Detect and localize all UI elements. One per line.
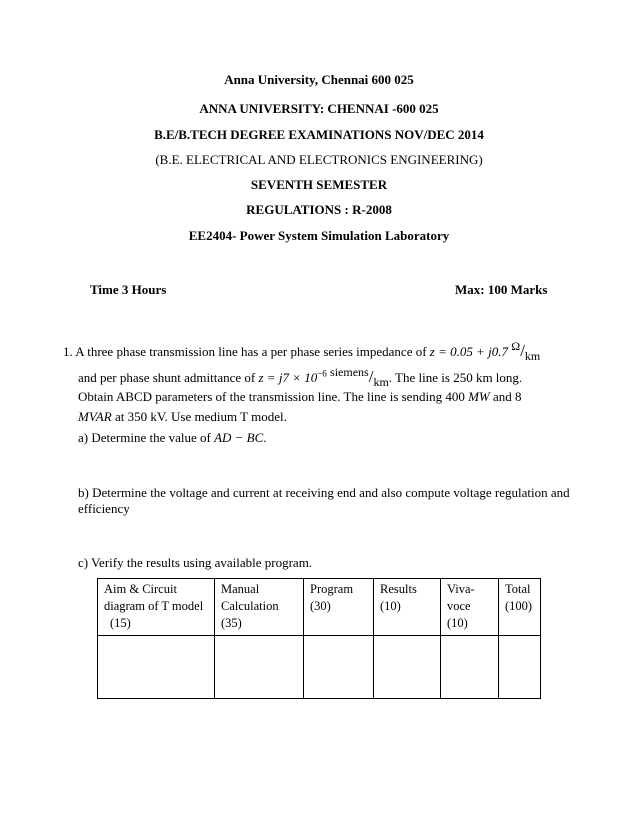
header-line: Aim & Circuit — [104, 582, 177, 596]
header-marks: (15) — [110, 616, 131, 630]
header-marks: (10) — [447, 616, 468, 630]
course-title: EE2404- Power System Simulation Laboratory — [188, 228, 450, 243]
marks-cell[interactable] — [304, 636, 374, 699]
exam-title: B.E/B.TECH DEGREE EXAMINATIONS NOV/DEC 2014 — [154, 127, 484, 142]
unit-denominator: km — [373, 375, 389, 389]
question-line-2 — [78, 367, 522, 387]
question-number: 1. — [63, 344, 73, 359]
part-a-text: a) Determine the value of — [78, 430, 215, 445]
unit-denominator: km — [524, 349, 541, 363]
marks-cell[interactable] — [374, 636, 441, 699]
question-text-1: A three phase transmission line has a per phase series impedance of — [75, 344, 430, 359]
question-line-4 — [78, 409, 287, 425]
header-line: diagram of T model — [104, 599, 204, 613]
marks-table — [97, 578, 541, 699]
marks-cell[interactable] — [98, 636, 215, 699]
header-program — [304, 579, 374, 636]
part-a — [78, 430, 267, 446]
power-unit: MW — [468, 389, 490, 404]
header-line: Viva- — [447, 582, 475, 596]
header-marks: (35) — [221, 616, 242, 630]
admittance-unit: siemens/km — [330, 365, 389, 389]
question-line-1 — [63, 341, 540, 361]
header-total — [499, 579, 541, 636]
header-marks: (10) — [380, 599, 401, 613]
university-title: Anna University, Chennai 600 025 — [224, 72, 414, 87]
admittance-expression: z = j7 × 10 — [258, 370, 318, 385]
header-aim-circuit — [98, 579, 215, 636]
unit-numerator: siemens — [330, 365, 369, 379]
question-text-2: and per phase shunt admittance of — [78, 370, 259, 385]
regulations-line: REGULATIONS : R-2008 — [246, 202, 392, 217]
university-subtitle: ANNA UNIVERSITY: CHENNAI -600 025 — [199, 101, 439, 116]
reactive-power-unit: MVAR — [78, 409, 112, 424]
header-results — [374, 579, 441, 636]
header-line: Manual — [221, 582, 260, 596]
question-text-2-tail: . The line is 250 km long. — [388, 370, 523, 385]
header-line: Calculation — [221, 599, 279, 613]
header-line: Results — [380, 582, 417, 596]
question-line-3 — [78, 389, 522, 405]
department-line: (B.E. ELECTRICAL AND ELECTRONICS ENGINEERING) — [155, 152, 483, 167]
part-c: c) Verify the results using available program. — [78, 555, 313, 570]
marks-cell[interactable] — [441, 636, 499, 699]
marks-cell[interactable] — [215, 636, 304, 699]
header-manual-calculation — [215, 579, 304, 636]
header-line: Total — [505, 582, 531, 596]
table-header-row — [98, 579, 541, 636]
marks-cell[interactable] — [499, 636, 541, 699]
part-a-tail: . — [263, 430, 267, 445]
impedance-expression: z = 0.05 + j0.7 — [429, 344, 509, 359]
header-line: Program — [310, 582, 354, 596]
question-text-3-tail: and 8 — [489, 389, 522, 404]
exam-time: Time 3 Hours — [90, 282, 167, 297]
header-marks: (30) — [310, 599, 331, 613]
header-viva-voce — [441, 579, 499, 636]
question-text-4: at 350 kV. Use medium T model. — [111, 409, 287, 424]
question-text-3: Obtain ABCD parameters of the transmission line. The line is sending 400 — [78, 389, 469, 404]
part-a-expression: AD − BC — [214, 430, 264, 445]
unit-numerator: Ω — [511, 339, 521, 353]
header-marks: (100) — [505, 599, 533, 613]
admittance-exponent: −6 — [317, 368, 327, 379]
semester-line: SEVENTH SEMESTER — [250, 177, 388, 192]
exam-max-marks: Max: 100 Marks — [455, 282, 548, 297]
part-b-line-2: efficiency — [78, 501, 130, 516]
impedance-unit: Ω/km — [511, 339, 541, 363]
part-b-line-1: b) Determine the voltage and current at receiving end and also compute voltage regulation and — [78, 485, 570, 500]
header-line: voce — [447, 599, 471, 613]
table-marks-row — [98, 636, 541, 699]
